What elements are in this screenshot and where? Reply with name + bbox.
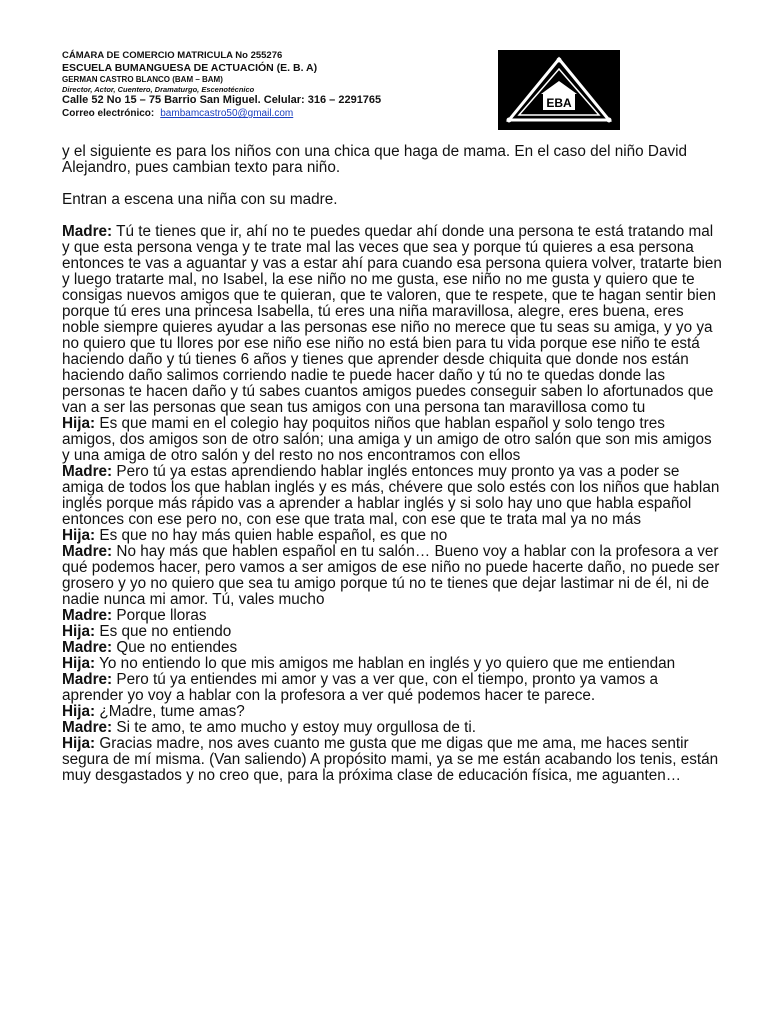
speaker-name: Hija:: [62, 735, 96, 752]
speaker-name: Hija:: [62, 655, 96, 672]
script-body: [62, 144, 722, 784]
dialogue-line: [62, 416, 722, 464]
speaker-name: Hija:: [62, 623, 96, 640]
intro-paragraph: y el siguiente es para los niños con una chica que haga de mama. En el caso del niño David Alejandro, pues cambian texto para niño.: [62, 143, 688, 176]
speaker-name: Hija:: [62, 527, 96, 544]
dialogue-text: No hay más que hablen español en tu salón… Bueno voy a hablar con la profesora a ver qué podemos hacer, pero vamos a ser amigos de ese niño no puede hacerte daño, no puede ser grosero y yo no quiero que sea tu amigo porque tú no te tienes que dejar lastimar ni de él, ni de nadie nunca mi amor. Tú, vales mucho: [62, 543, 720, 608]
dialogue-line: [62, 464, 722, 528]
speaker-name: Madre:: [62, 607, 113, 624]
speaker-name: Hija:: [62, 415, 96, 432]
dialogue-text: Es que no hay más quien hable español, es que no: [95, 527, 448, 544]
dialogue-text: Gracias madre, nos aves cuanto me gusta que me digas que me ama, me haces sentir segura de mí misma. (Van saliendo) A propósito mami, ya se me están acabando los tenis, están muy desgastados y no creo que, para la próxima clase de educación física, me aguanten…: [62, 735, 719, 784]
dialogue-text: Tú te tienes que ir, ahí no te puedes quedar ahí donde una persona te está tratando mal y que esta persona venga y te trate mal las veces que sea y porque tú quieres a esa persona entonces te vas a aguantar y vas a estar ahí para cuando esa persona quiera volver, tratarte bien y luego tratarte mal, no Isabel, la ese niño no me gusta, ese niño no me gusta y quiero que te consigas nuevos amigos que te quieran, que te valoren, que te respete, que te hagan sentir bien porque tú eres una princesa Isabella, tú eres una niña maravillosa, alegre, eres buena, eres noble siempre quieres ayudar a las personas ese niño no merece que tu seas su amiga, y yo ya no quiero que tu llores por ese niño ese niño no está bien para tu vida porque ese niño te está haciendo daño y tú tienes 6 años y tienes que aprender desde chiquita que donde nos están haciendo daño salimos corriendo nadie te puede hacer daño y tú no te quedas donde las personas te hacen daño y tú sabes cuantos amigos puedes conseguir saben lo afortunados que van a ser las personas que sean tus amigos con una persona tan maravillosa como tu: [62, 223, 722, 416]
logo-graphic: [498, 50, 620, 130]
school-name: ESCUELA BUMANGUESA DE ACTUACIÓN (E. B. A): [62, 61, 318, 74]
dialogue-line: [62, 544, 722, 608]
address-line: Calle 52 No 15 – 75 Barrio San Miguel. Celular: 316 – 2291765: [62, 94, 382, 107]
dialogue-text: Yo no entiendo lo que mis amigos me hablan en inglés y yo quiero que me entiendan: [95, 655, 676, 672]
speaker-name: Madre:: [62, 671, 113, 688]
dialogue-text: Si te amo, te amo mucho y estoy muy orgullosa de ti.: [112, 719, 477, 736]
logo-text: EBA: [546, 96, 572, 110]
dialogue-text: Es que no entiendo: [95, 623, 232, 640]
speaker-name: Madre:: [62, 543, 113, 560]
dialogue-line: [62, 608, 722, 624]
director-roles: Director, Actor, Cuentero, Dramaturgo, Escenotécnico: [62, 85, 255, 94]
speaker-name: Madre:: [62, 719, 113, 736]
dialogue-text: Es que mami en el colegio hay poquitos niños que hablan español y solo tengo tres amigos, dos amigos son de otro salón; una amiga y un amigo de otro salón que son mis amigos y una amiga de otro salón y del resto no nos encontramos con ellos: [62, 415, 712, 464]
dialogue-text: Pero tú ya entiendes mi amor y vas a ver que, con el tiempo, pronto ya vamos a aprender yo voy a hablar con la profesora a ver qué podemos hacer te parece.: [62, 671, 659, 704]
dialogue-line: [62, 224, 722, 416]
scene-direction: Entran a escena una niña con su madre.: [62, 191, 338, 208]
dialogue-line: [62, 640, 722, 656]
dialogue-line: [62, 672, 722, 704]
dialogue-text: ¿Madre, tume amas?: [95, 703, 245, 720]
dialogue-line: [62, 528, 722, 544]
email-link[interactable]: bambamcastro50@gmail.com: [160, 108, 294, 120]
email-label: Correo electrónico:: [62, 108, 155, 120]
dialogue-line: [62, 624, 722, 640]
dialogue-list: [62, 224, 722, 784]
director-name: GERMAN CASTRO BLANCO (BAM – BAM): [62, 75, 223, 84]
speaker-name: Madre:: [62, 223, 113, 240]
dialogue-text: Porque lloras: [112, 607, 207, 624]
email-line: [62, 108, 492, 121]
dialogue-line: [62, 720, 722, 736]
dialogue-line: [62, 736, 722, 784]
speaker-name: Hija:: [62, 703, 96, 720]
chamber-registration: CÁMARA DE COMERCIO MATRICULA No 255276: [62, 50, 283, 61]
school-logo: [498, 50, 620, 130]
letterhead: [62, 50, 492, 121]
speaker-name: Madre:: [62, 639, 113, 656]
dialogue-line: [62, 704, 722, 720]
dialogue-text: Pero tú ya estas aprendiendo hablar inglés entonces muy pronto ya vas a poder se amiga de todos los que hablan inglés y es más, chévere que solo estés con los niños que hablan inglés porque más rápido vas a aprender a hablar inglés y si solo hay uno que habla español entonces con ese pero no, con ese que trata mal, con ese que te trata mal ya no más: [62, 463, 720, 528]
speaker-name: Madre:: [62, 463, 113, 480]
dialogue-line: [62, 656, 722, 672]
dialogue-text: Que no entiendes: [112, 639, 238, 656]
